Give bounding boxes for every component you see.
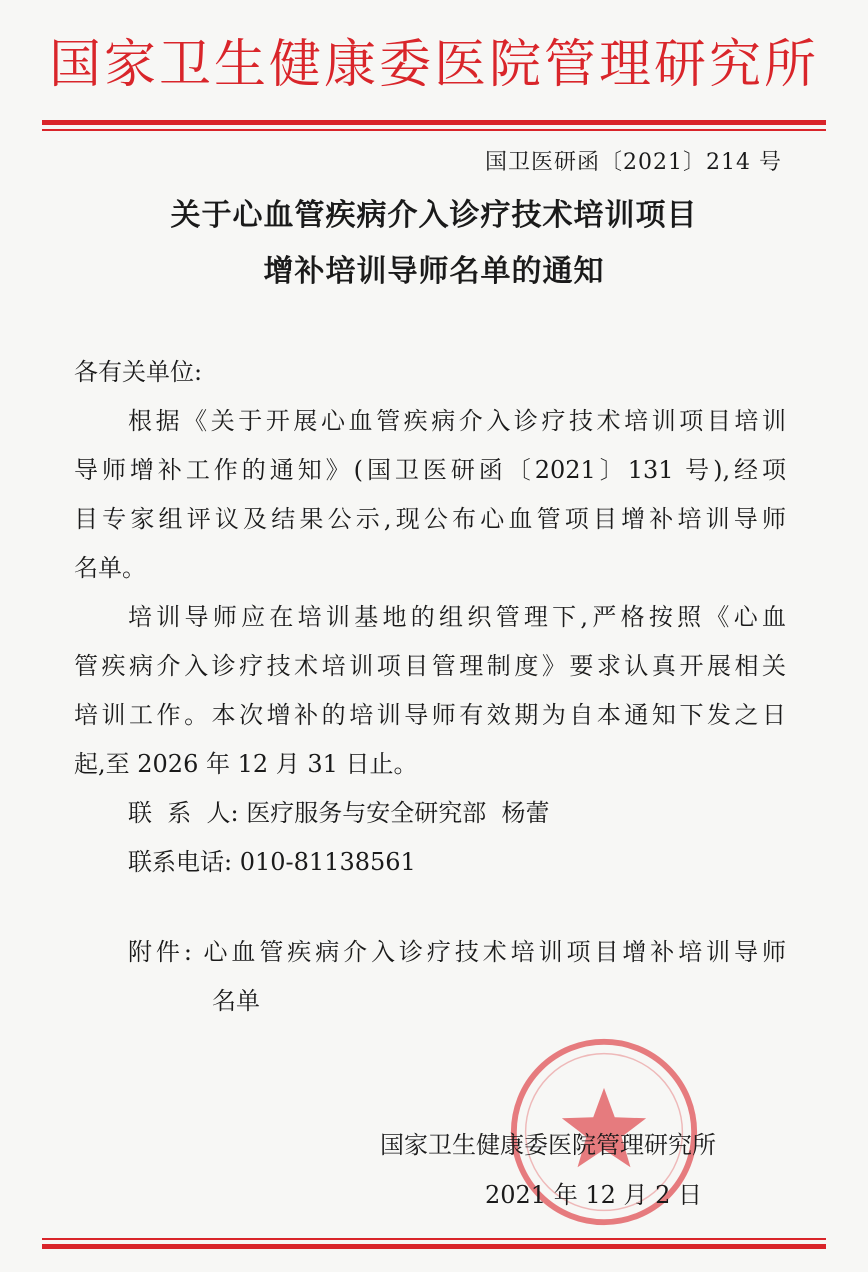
contact-phone: 联系电话: 010-81138561 (128, 848, 416, 876)
title-line-1: 关于心血管疾病介入诊疗技术培训项目 (170, 198, 698, 233)
para2-line-2: 管疾病介入诊疗技术培训项目管理制度》要求认真开展相关 (74, 652, 786, 680)
para1-line-2: 导师增补工作的通知》(国卫医研函〔2021〕131 号),经项 (74, 456, 786, 484)
para2-line-4: 起,至 2026 年 12 月 31 日止。 (74, 750, 418, 778)
attachment-line-1: 附件: 心血管疾病介入诊疗技术培训项目增补培训导师 (128, 938, 786, 966)
header-rule-thick (42, 120, 826, 125)
header-rule-thin (42, 129, 826, 131)
para1-line-3: 目专家组评议及结果公示,现公布心血管项目增补培训导师 (74, 505, 786, 533)
org-header: 国家卫生健康委医院管理研究所 (48, 35, 819, 95)
title-line-2: 增补培训导师名单的通知 (263, 254, 605, 289)
footer-rule-thick (42, 1244, 826, 1249)
para2-line-3: 培训工作。本次增补的培训导师有效期为自本通知下发之日 (74, 701, 786, 729)
para2-line-1: 培训导师应在培训基地的组织管理下,严格按照《心血 (128, 603, 786, 631)
signature-org: 国家卫生健康委医院管理研究所 (380, 1131, 716, 1159)
para1-line-1: 根据《关于开展心血管疾病介入诊疗技术培训项目培训 (128, 407, 786, 435)
salutation: 各有关单位: (74, 358, 203, 386)
para1-line-4: 名单。 (74, 554, 146, 582)
attachment-line-2: 名单 (212, 987, 260, 1015)
signature-date: 2021 年 12 月 2 日 (485, 1181, 703, 1209)
footer-rule-thin (42, 1238, 826, 1240)
document-number: 国卫医研函〔2021〕214 号 (485, 150, 782, 175)
contact-person: 联 系 人: 医疗服务与安全研究部 杨蕾 (128, 799, 550, 827)
